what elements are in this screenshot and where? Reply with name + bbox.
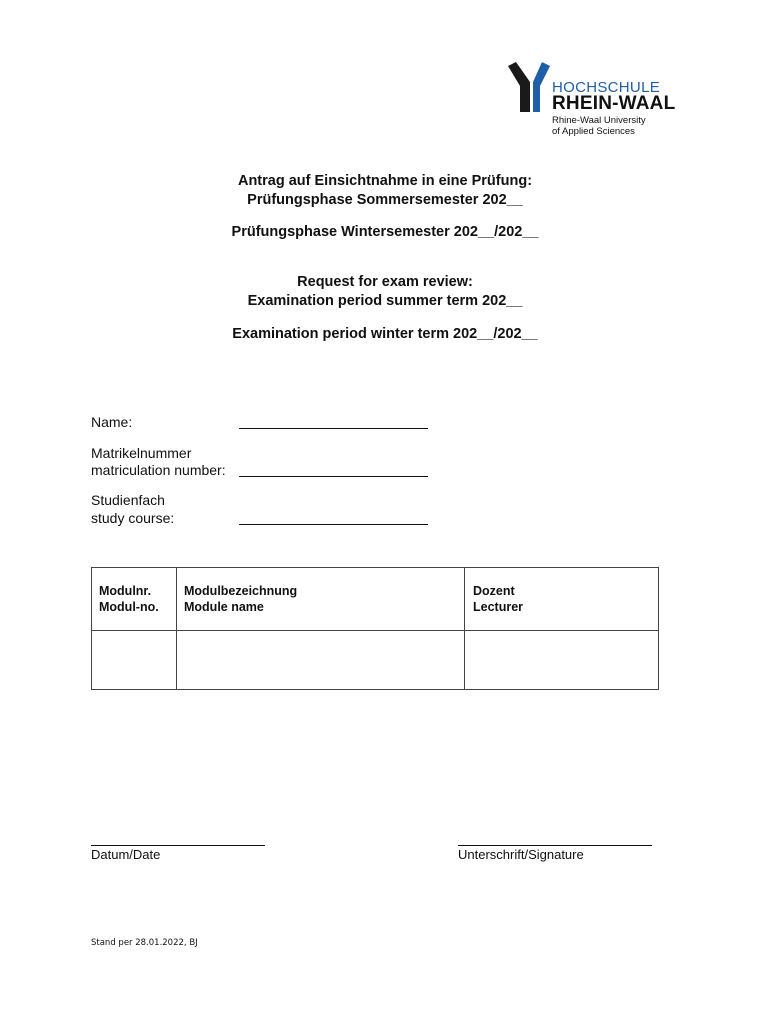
col-header-module-name-en: Module name bbox=[184, 600, 264, 614]
title-en-3: Examination period winter term 202__/202__ bbox=[232, 326, 538, 342]
name-label: Name: bbox=[91, 414, 133, 430]
logo-subtitle bbox=[552, 115, 646, 137]
logo-subtitle-line-1: Rhine-Waal University bbox=[552, 115, 646, 126]
title-de-1: Antrag auf Einsichtnahme in eine Prüfung: bbox=[237, 173, 533, 189]
title-de-2: Prüfungsphase Sommersemester 202__ bbox=[247, 192, 523, 208]
col-header-module-name-de: Modulbezeichnung bbox=[184, 584, 298, 598]
module-name-cell[interactable] bbox=[177, 631, 464, 689]
footer-stand: Stand per 28.01.2022, BJ bbox=[91, 938, 198, 948]
title-en-1: Request for exam review: bbox=[297, 274, 473, 290]
university-logo bbox=[506, 60, 686, 140]
study-label-de: Studienfach bbox=[91, 492, 165, 508]
title-en-2: Examination period summer term 202__ bbox=[247, 293, 523, 309]
module-number-cell[interactable] bbox=[92, 631, 176, 689]
rhein-waal-y-icon bbox=[506, 60, 552, 114]
lecturer-cell[interactable] bbox=[465, 631, 657, 689]
matrikel-label-en: matriculation number: bbox=[91, 462, 226, 478]
date-line[interactable] bbox=[91, 845, 265, 846]
title-de-3: Prüfungsphase Wintersemester 202__/202__ bbox=[231, 224, 539, 240]
date-label: Datum/Date bbox=[91, 847, 161, 862]
logo-subtitle-line-2: of Applied Sciences bbox=[552, 126, 635, 137]
signature-line[interactable] bbox=[458, 845, 652, 846]
module-table bbox=[91, 567, 659, 690]
col-header-modulnr-en: Modul-no. bbox=[99, 600, 159, 614]
matrikel-field[interactable] bbox=[239, 476, 428, 477]
name-field[interactable] bbox=[239, 428, 428, 429]
signature-label: Unterschrift/Signature bbox=[458, 847, 584, 862]
logo-hochschule: HOCHSCHULE bbox=[552, 79, 661, 96]
col-header-modulnr bbox=[99, 583, 159, 615]
study-field[interactable] bbox=[239, 524, 428, 525]
col-header-module-name bbox=[184, 583, 297, 615]
col-header-lecturer bbox=[473, 583, 523, 615]
logo-rhein-waal: RHEIN-WAAL bbox=[552, 93, 676, 114]
matrikel-label-de: Matrikelnummer bbox=[91, 445, 192, 461]
col-header-modulnr-de: Modulnr. bbox=[99, 584, 152, 598]
study-label-en: study course: bbox=[91, 510, 175, 526]
col-header-lecturer-de: Dozent bbox=[473, 584, 515, 598]
col-header-lecturer-en: Lecturer bbox=[473, 600, 524, 614]
